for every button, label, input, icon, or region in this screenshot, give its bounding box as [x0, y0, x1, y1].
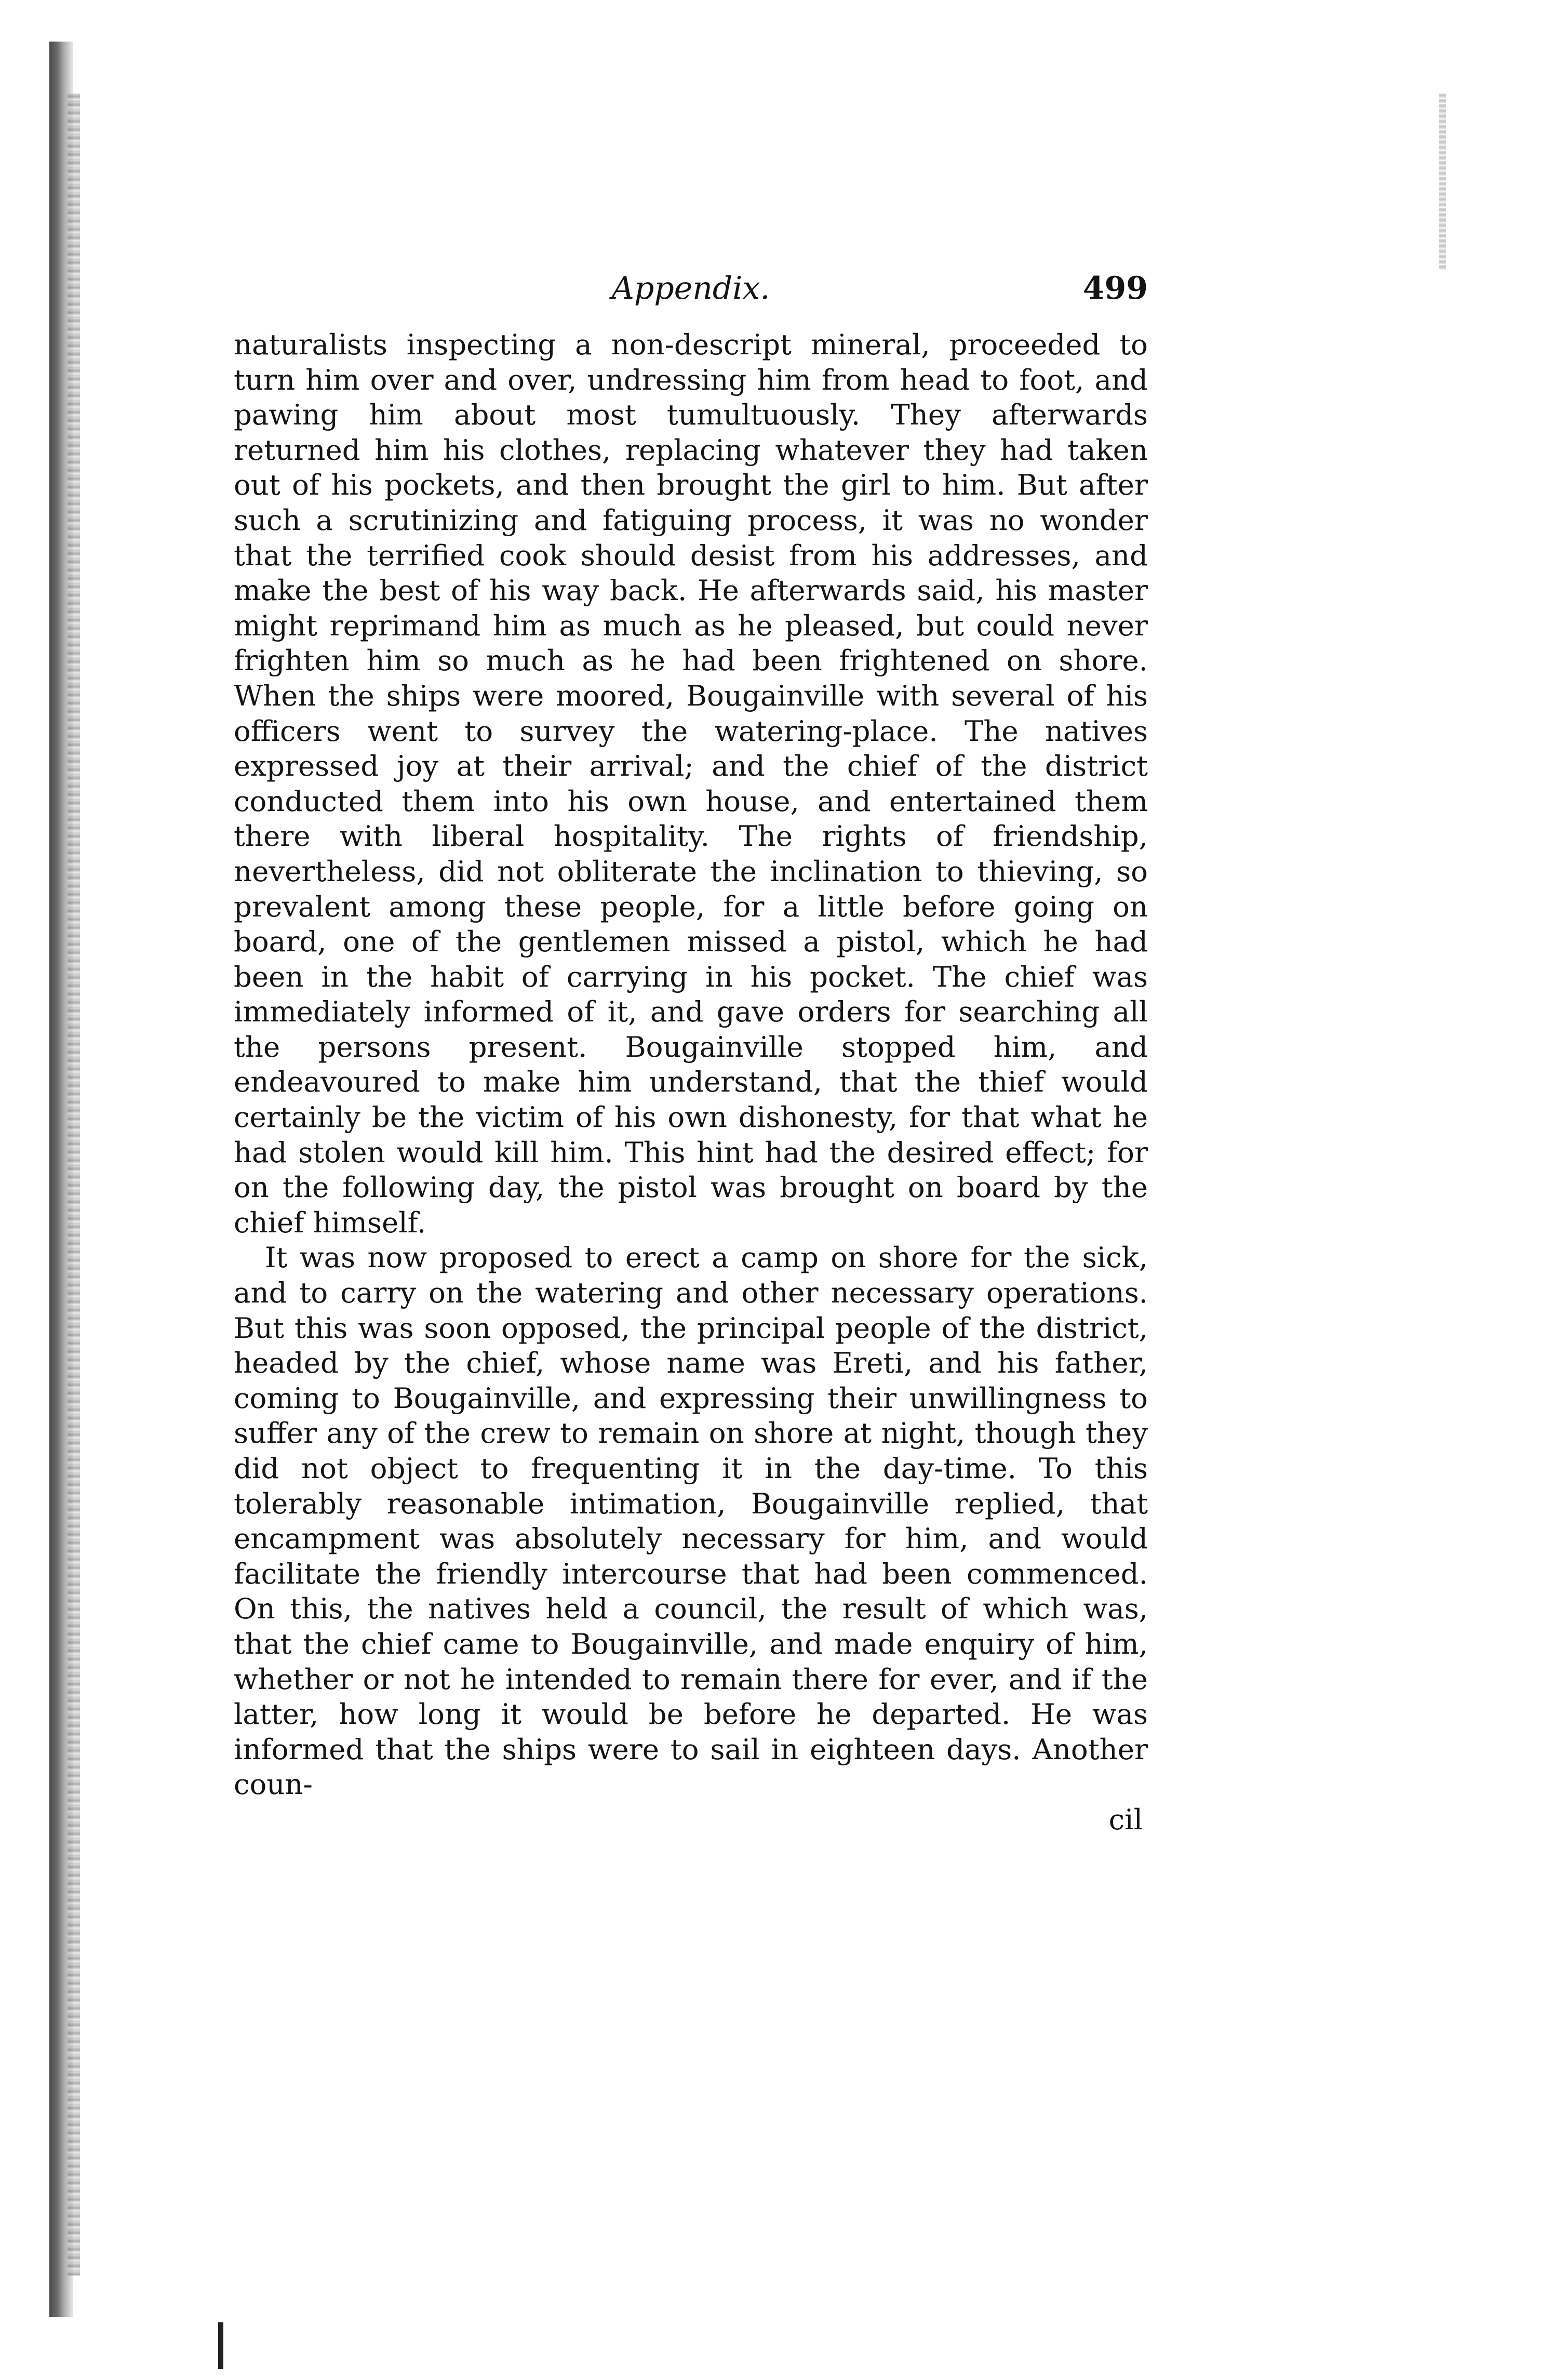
page-edge-marks: [1439, 94, 1446, 270]
catchword: cil: [1108, 1802, 1143, 1836]
body-text: [234, 327, 1148, 1802]
running-title: Appendix.: [611, 270, 770, 307]
book-page: [234, 270, 1148, 1838]
running-head: [234, 270, 1148, 327]
book-binding-texture: [68, 94, 80, 2276]
bottom-margin-mark: [218, 2322, 223, 2369]
paragraph: It was now proposed to erect a camp on shore for the sick, and to carry on the watering and other necessary operations. But this was soon opposed, the principal people of the district, headed by the chief, whose name was Ereti, and his father, coming to Bougainville, and expressing their unwillingness to suffer any of the crew to remain on shore at night, though they did not object to frequenting it in the day-time. To this tolerably reasonable intimation, Bougainville replied, that encampment was absolutely necessary for him, and would facilitate the friendly intercourse that had been commenced. On this, the natives held a council, the result of which was, that the chief came to Bougainville, and made enquiry of him, whether or not he intended to remain there for ever, and if the latter, how long it would be before he departed. He was informed that the ships were to sail in eighteen days. Another coun-: [234, 1241, 1148, 1801]
paragraph: naturalists inspecting a non-descript mineral, proceeded to turn him over and over, undressing him from head to foot, and pawing him about most tumultuously. They afterwards returned him his clothes, replacing whatever they had taken out of his pockets, and then brought the girl to him. But after such a scrutinizing and fatiguing process, it was no wonder that the terrified cook should desist from his addresses, and make the best of his way back. He afterwards said, his master might reprimand him as much as he pleased, but could never frighten him so much as he had been frightened on shore. When the ships were moored, Bougainville with several of his officers went to survey the watering-place. The natives expressed joy at their arrival; and the chief of the district conducted them into his own house, and entertained them there with liberal hospitality. The rights of friendship, nevertheless, did not obliterate the inclination to thieving, so prevalent among these people, for a little before going on board, one of the gentlemen missed a pistol, which he had been in the habit of carrying in his pocket. The chief was immediately informed of it, and gave orders for searching all the persons present. Bougainville stopped him, and endeavoured to make him understand, that the thief would certainly be the victim of his own dishonesty, for that what he had stolen would kill him. This hint had the desired effect; for on the following day, the pistol was brought on board by the chief himself.: [234, 328, 1148, 1239]
page-number: 499: [1082, 270, 1148, 307]
